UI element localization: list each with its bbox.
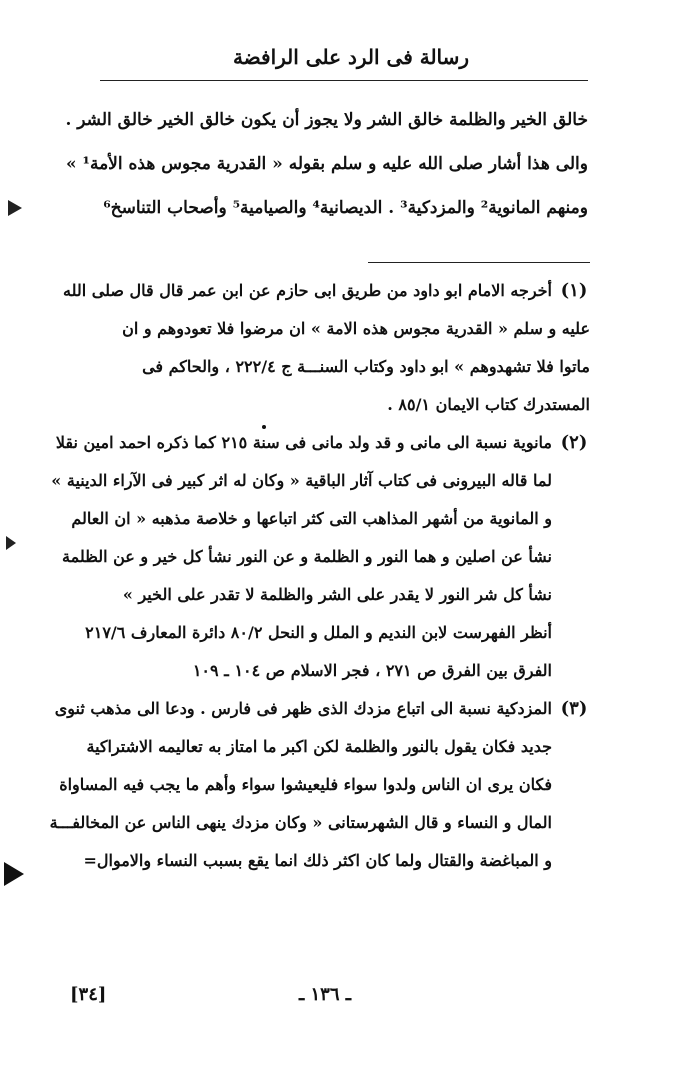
footnote-number: (٣): [560, 698, 588, 719]
footnote-line: المال و النساء و قال الشهرستانى « وكان مزدك ينهى الناس عن المخالفـــة: [49, 813, 552, 832]
footnote-line: المزدكية نسبة الى اتباع مزدك الذى ظهر فى فارس . ودعا الى مذهب ثنوى: [54, 699, 552, 718]
footnote-line: لما قاله البيرونى فى كتاب آثار الباقية « وكان له اثر كبير فى الآراء الدينية »: [51, 471, 552, 490]
header-rule: [100, 80, 588, 81]
footnote-line: ماتوا فلا تشهدوهم » ابو داود وكتاب السنـــة ج ٢٢٢/٤ ، والحاكم فى: [142, 357, 590, 376]
signature-number: [٣٤]: [70, 984, 107, 1005]
footnote-3: [42, 690, 590, 880]
main-text-line: ومنهم المانوية² والمزدكية³ . الديصانية⁴ والصيامية⁵ وأصحاب التناسخ⁶: [103, 198, 588, 218]
footnote-line: نشأ عن اصلين و هما النور و الظلمة و عن النور نشأ كل خير و عن الظلمة: [61, 547, 552, 566]
footnote-reference-line: الفرق بين الفرق ص ٢٧١ ، فجر الاسلام ص ١٠٤ ـ ١٠٩: [192, 661, 552, 680]
footnote-number: (٢): [560, 432, 588, 453]
footnote-line: أخرجه الامام ابو داود من طريق ابى حازم عن ابن عمر قال قال صلى الله: [62, 281, 552, 300]
main-text-line: والى هذا أشار صلى الله عليه و سلم بقوله « القدرية مجوس هذه الأمة¹ »: [65, 154, 588, 174]
footnote-line: فكان يرى ان الناس ولدوا سواء فليعيشوا سواء وأهم ما يجب فيه المساواة: [59, 775, 552, 794]
footnotes: [42, 272, 590, 880]
footnote-line: مانوية نسبة الى مانى و قد ولد مانى فى سنة ٢١٥ كما ذكره احمد امين نقلا: [55, 433, 552, 452]
footnote-line: المستدرك كتاب الايمان ٨٥/١ .: [387, 395, 590, 414]
footnote-line: و المانوية من أشهر المذاهب التى كثر اتباعها و خلاصة مذهبه « ان العالم: [71, 509, 552, 528]
margin-mark-icon: [8, 200, 22, 216]
footnote-line: جديد فكان يقول بالنور والظلمة لكن اكبر ما امتاز به تعاليمه الاشتراكية: [86, 737, 552, 756]
margin-mark-icon: [4, 862, 24, 886]
main-text: [40, 98, 588, 230]
page-footer: [60, 980, 580, 1016]
footnote-2: [42, 424, 590, 690]
footnote-1: [42, 272, 590, 424]
footnote-line: عليه و سلم « القدرية مجوس هذه الامة » ان مرضوا فلا تعودوهم و ان: [122, 319, 590, 338]
margin-mark-icon: [6, 536, 16, 550]
footnote-number: (١): [560, 280, 588, 301]
footnote-reference-line: أنظر الفهرست لابن النديم و الملل و النحل ٨٠/٢ دائرة المعارف ٢١٧/٦: [85, 623, 552, 642]
main-text-line: خالق الخير والظلمة خالق الشر ولا يجوز أن يكون خالق الخير خالق الشر .: [65, 110, 588, 130]
page-number: ـ ١٣٦ ـ: [298, 984, 352, 1005]
page-title: رسالة فى الرد على الرافضة: [232, 45, 470, 69]
footnote-separator: [368, 262, 590, 263]
footnote-line: نشأ كل شر النور لا يقدر على الشر والظلمة لا تقدر على الخير »: [122, 585, 552, 604]
ink-dot: [262, 425, 266, 429]
footnote-line: و المباغضة والقتال ولما كان اكثر ذلك انما يقع بسبب النساء والاموال=: [83, 851, 552, 870]
